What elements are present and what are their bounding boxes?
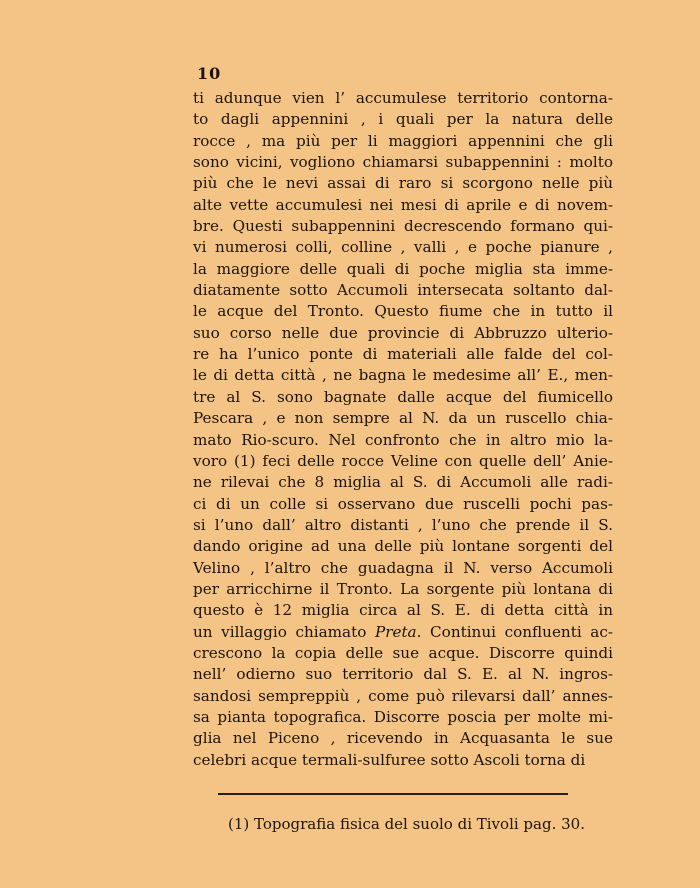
text-line: voro (1) feci delle rocce Veline con quelle dell’ Anie- xyxy=(193,451,613,470)
page-number: 10 xyxy=(197,64,222,83)
text-line: le acque del Tronto. Questo fiume che in tutto il xyxy=(193,302,613,321)
text-line: to dagli appennini , i quali per la natura delle xyxy=(193,110,613,129)
text-line: si l’uno dall’ altro distanti , l’uno che prende il S. xyxy=(193,515,613,534)
text-line: tre al S. sono bagnate dalle acque del fiumicello xyxy=(193,387,613,406)
text-line: dando origine ad una delle più lontane sorgenti del xyxy=(193,537,613,556)
text-line: glia nel Piceno , ricevendo in Acquasanta le sue xyxy=(193,729,613,748)
text-line: nell’ odierno suo territorio dal S. E. al N. ingros- xyxy=(193,665,613,684)
text-line: questo è 12 miglia circa al S. E. di detta città in xyxy=(193,601,613,620)
text-line: ne rilevai che 8 miglia al S. di Accumoli alle radi- xyxy=(193,473,613,492)
text-line: diatamente sotto Accumoli intersecata soltanto dal- xyxy=(193,281,613,300)
text-line: un villaggio chiamato Preta. Continui confluenti ac- xyxy=(193,622,613,641)
text-line: le di detta città , ne bagna le medesime all’ E., men- xyxy=(193,366,613,385)
text-line: sono vicini, vogliono chiamarsi subappennini : molto xyxy=(193,153,613,172)
text-line: ci di un colle si osservano due ruscelli pochi pas- xyxy=(193,494,613,513)
text-line: mato Rio-scuro. Nel confronto che in altro mio la- xyxy=(193,430,613,449)
text-line: più che le nevi assai di raro si scorgono nelle più xyxy=(193,174,613,193)
text-line: celebri acque termali-sulfuree sotto Ascoli torna di xyxy=(193,750,586,769)
footnote: (1) Topografia fisica del suolo di Tivoli pag. 30. xyxy=(228,815,585,833)
text-line: suo corso nelle due provincie di Abbruzzo ulterio- xyxy=(193,323,613,342)
text-line: per arricchirne il Tronto. La sorgente più lontana di xyxy=(193,579,613,598)
text-line: re ha l’unico ponte di materiali alle falde del col- xyxy=(193,345,613,364)
body-text xyxy=(193,88,613,771)
text-line: crescono la copia delle sue acque. Discorre quindi xyxy=(193,643,613,662)
footnote-rule xyxy=(218,793,568,795)
text-line: la maggiore delle quali di poche miglia sta imme- xyxy=(193,259,613,278)
text-line: ti adunque vien l’ accumulese territorio contorna- xyxy=(193,89,613,107)
text-line: alte vette accumulesi nei mesi di aprile e di novem- xyxy=(193,195,613,214)
text-line: vi numerosi colli, colline , valli , e poche pianure , xyxy=(193,238,613,257)
text-line: bre. Questi subappennini decrescendo formano qui- xyxy=(193,217,613,236)
text-line: Pescara , e non sempre al N. da un ruscello chia- xyxy=(193,409,613,428)
text-line: rocce , ma più per li maggiori appennini che gli xyxy=(193,131,613,150)
text-line: sa pianta topografica. Discorre poscia per molte mi- xyxy=(193,707,613,726)
text-line: sandosi sempreppiù , come può rilevarsi dall’ annes- xyxy=(193,686,613,705)
text-line: Velino , l’altro che guadagna il N. verso Accumoli xyxy=(193,558,613,577)
